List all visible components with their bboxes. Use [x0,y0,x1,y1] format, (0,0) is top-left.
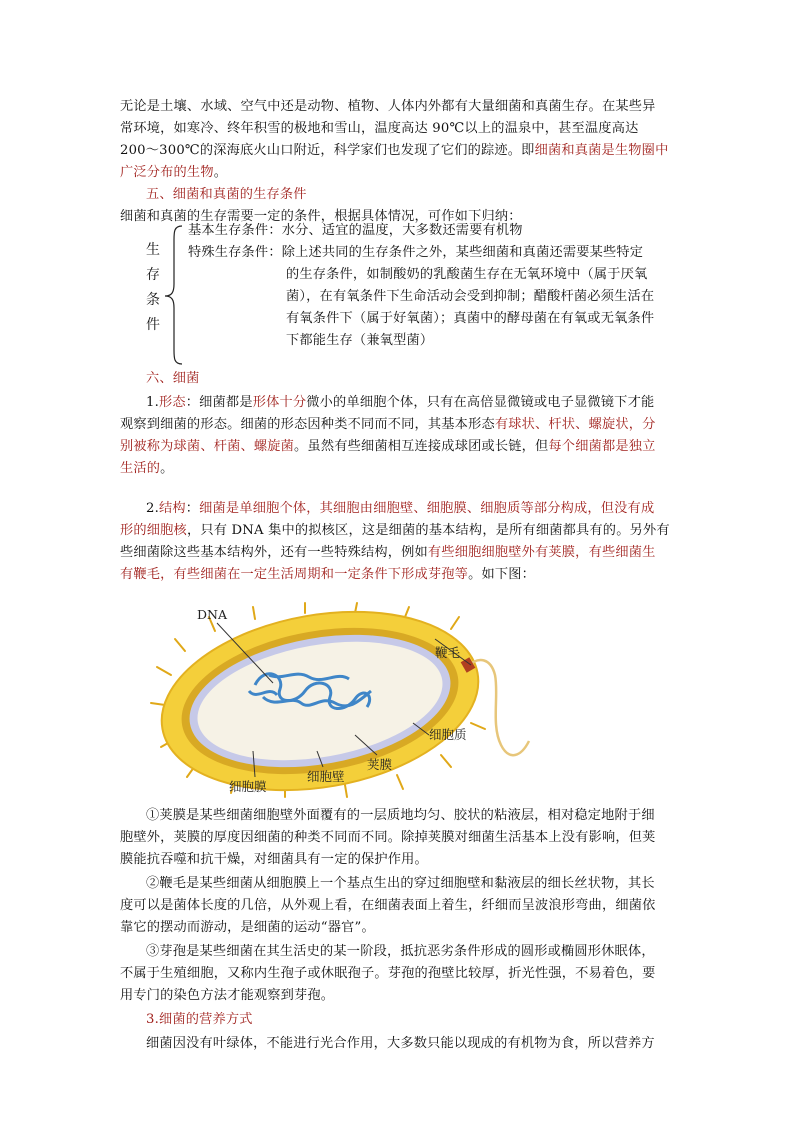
side-label-char: 条 [146,292,160,308]
capsule-note-line: ①荚膜是某些细菌细胞壁外面覆有的一层质地均匀、胶状的粘液层，相对稳定地附于细 [146,808,655,823]
structure-line-2: 形的细胞核，只有 DNA 集中的拟核区，这是细菌的基本结构，是所有细菌都具有的。另外有 [120,523,670,538]
side-label-char: 件 [146,317,160,333]
morphology-line-4: 生活的。 [120,461,174,476]
special-condition-line: 下都能生存（兼氧型菌） [286,333,434,348]
label-dna: DNA [197,607,227,622]
special-condition-line: 有氧条件下（属于好氧菌）；真菌中的酵母菌在有氧或无氧条件 [286,311,655,326]
curly-brace-icon [162,224,186,366]
highlight-text: 广泛分布的生物 [120,165,214,180]
section-6-title: 六、细菌 [146,371,200,386]
intro-line-3: 200～300℃的深海底火山口附近，科学家们也发现了它们的踪迹。即细菌和真菌是生物圈中 [120,143,669,158]
label-cell-membrane: 细胞膜 [229,779,267,794]
capsule-note-line: 膜能抗吞噬和抗干燥，对细菌具有一定的保护作用。 [120,852,428,867]
label-capsule: 荚膜 [367,757,393,772]
structure-line-1: 2.结构：细菌是单细胞个体，其细胞由细胞壁、细胞膜、细胞质等部分构成，但没有成 [146,501,655,516]
side-label-char: 存 [146,267,160,283]
bacterium-diagram [145,588,537,812]
morphology-line-1: 1.形态：细菌都是形体十分微小的单细胞个体，只有在高倍显微镜或电子显微镜下才能 [146,395,655,410]
flagellum-note-line: 度可以是菌体长度的几倍，从外观上看，在细菌表面上着生，纤细而呈波浪形弯曲，细菌依 [120,898,656,913]
basic-condition: 基本生存条件：水分、适宜的温度，大多数还需要有机物 [188,223,523,238]
nutrition-paragraph: 细菌因没有叶绿体，不能进行光合作用，大多数只能以现成的有机物为食，所以营养方 [146,1036,655,1051]
capsule-note-line: 胞壁外，荚膜的厚度因细菌的种类不同而不同。除掉荚膜对细菌生活基本上没有影响，但荚 [120,830,656,845]
intro-line-4: 广泛分布的生物。 [120,165,228,180]
nutrition-title: 3.细菌的营养方式 [146,1012,253,1027]
structure-line-4: 有鞭毛，有些细菌在一定生活周期和一定条件下形成芽孢等。如下图： [120,567,536,582]
spore-note-line: ③芽孢是某些细菌在其生活史的某一阶段，抵抗恶劣条件形成的圆形或椭圆形休眠体， [146,944,655,959]
section-5-lead: 细菌和真菌的生存需要一定的条件，根据具体情况，可作如下归纳： [120,209,522,224]
morphology-line-2: 观察到细菌的形态。细菌的形态因种类不同而不同，其基本形态有球状、杆状、螺旋状，分 [120,417,656,432]
special-condition-line: 的生存条件，如制酸奶的乳酸菌生存在无氧环境中（属于厌氧 [286,267,648,282]
side-label-char: 生 [146,242,160,258]
intro-line-2: 常环境，如寒冷、终年积雪的极地和雪山，温度高达 90℃以上的温泉中，甚至温度高达 [120,121,639,136]
morphology-line-3: 别被称为球菌、杆菌、螺旋菌。虽然有些细菌相互连接成球团或长链，但每个细菌都是独立 [120,439,656,454]
section-5-title: 五、细菌和真菌的生存条件 [146,187,307,202]
label-flagellum: 鞭毛 [435,645,461,660]
label-cell-wall: 细胞壁 [307,769,345,784]
spore-note-line: 用专门的染色方法才能观察到芽孢。 [120,988,335,1003]
structure-line-3: 些细菌除这些基本结构外，还有一些特殊结构，例如有些细胞细胞壁外有荚膜，有些细菌生 [120,545,656,560]
intro-line-1: 无论是土壤、水域、空气中还是动物、植物、人体内外都有大量细菌和真菌生存。在某些异 [120,99,656,114]
label-cytoplasm: 细胞质 [429,727,467,742]
flagellum-note-line: 靠它的摆动而游动，是细菌的运动“器官”。 [120,920,375,935]
special-condition-line: 特殊生存条件：除上述共同的生存条件之外，某些细菌和真菌还需要某些特定 [188,245,644,260]
flagellum-note-line: ②鞭毛是某些细菌从细胞膜上一个基点生出的穿过细胞壁和黏液层的细长丝状物，其长 [146,876,655,891]
spore-note-line: 不属于生殖细胞，又称内生孢子或休眠孢子。芽孢的孢壁比较厚，折光性强，不易着色，要 [120,966,656,981]
highlight-text: 细菌和真菌是生物圈中 [534,143,669,158]
special-condition-line: 菌），在有氧条件下生命活动会受到抑制；醋酸杆菌必须生活在 [286,289,655,304]
